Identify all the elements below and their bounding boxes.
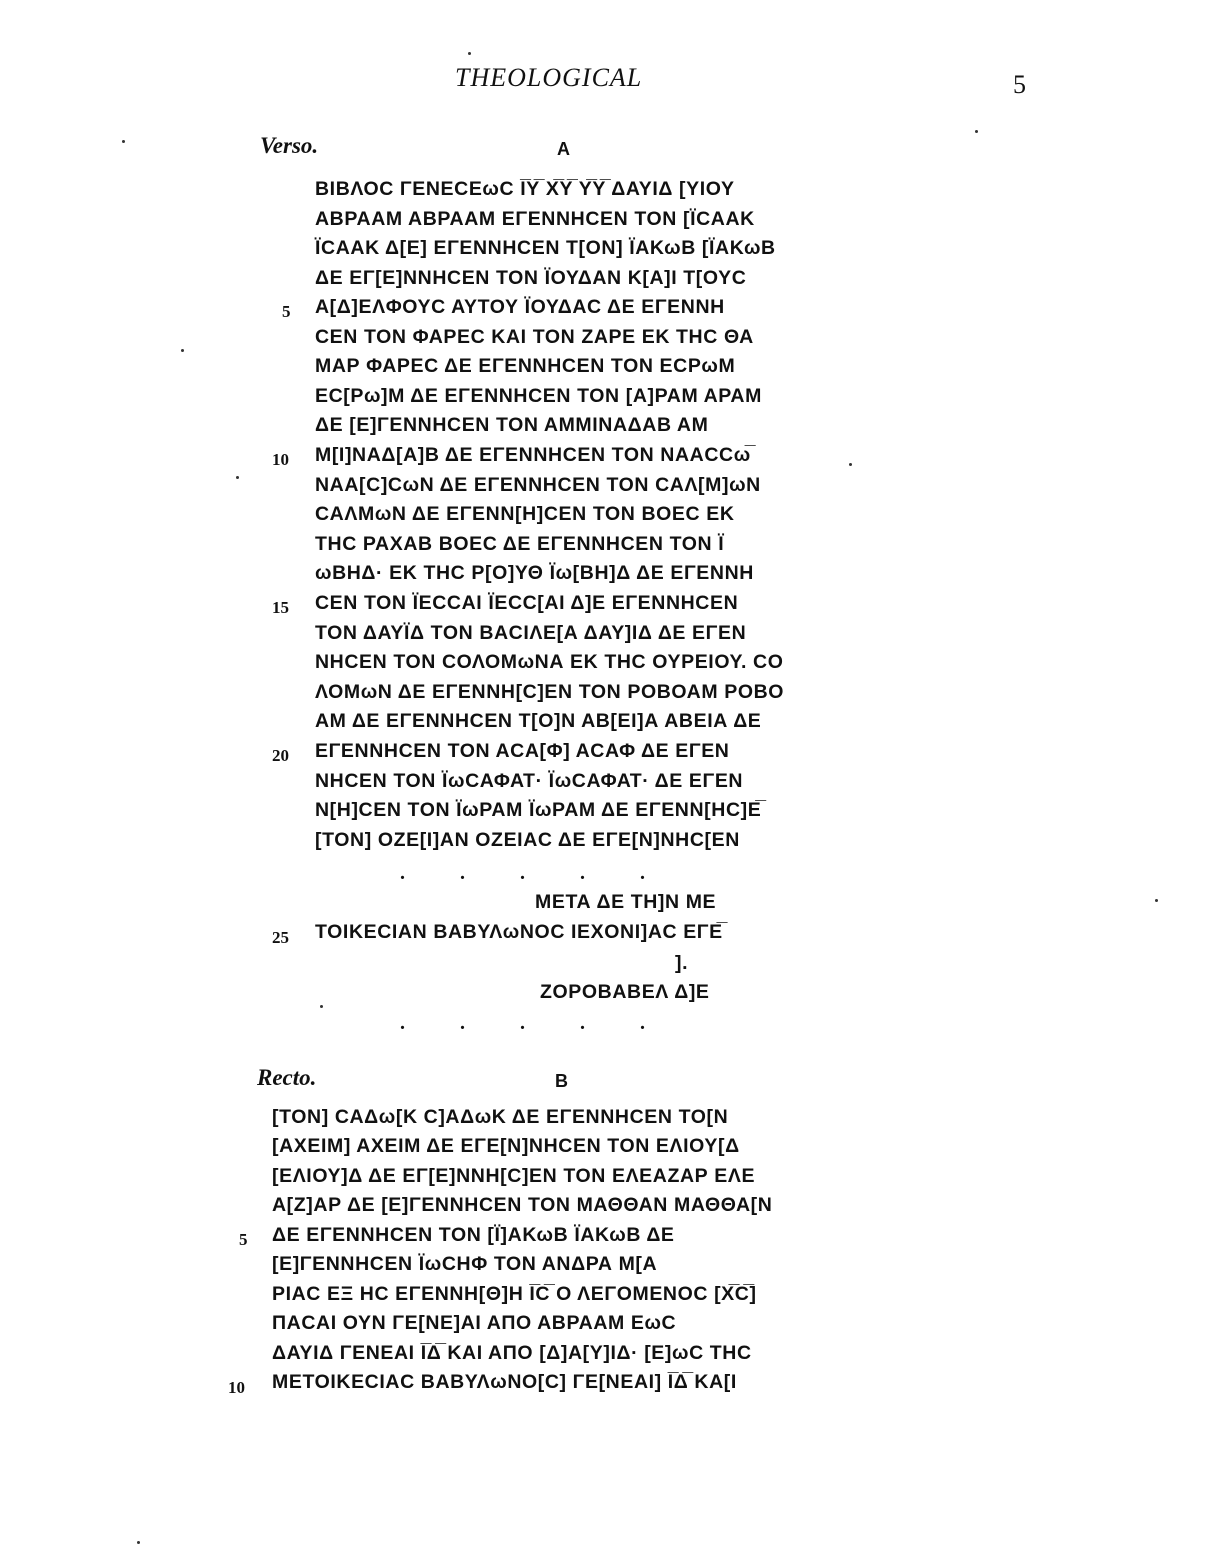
scan-speck	[320, 1005, 323, 1008]
recto-line-number-10: 10	[228, 1378, 245, 1397]
scan-speck	[236, 476, 239, 479]
verso-label: Verso.	[260, 133, 319, 158]
scan-speck	[849, 463, 852, 466]
verso-line-9: ΔΕ [Ε]ΓΕΝΝΗϹΕΝ ΤΟΝ ΑΜΜΙΝΑΔΑΒ ΑΜ	[315, 414, 709, 436]
recto-line-2: [ΑΧΕΙΜ] ΑΧΕΙΜ ΔΕ ΕΓΕ[Ν]ΝΗϹΕΝ ΤΟΝ ΕΛΙΟΥ[Δ	[272, 1135, 740, 1157]
lacuna-dots-bottom: . . . . .	[400, 1012, 645, 1034]
recto-line-10: ΜΕΤΟΙΚΕϹΙΑϹ ΒΑΒΥΛωΝΟ[Ϲ] ΓΕ[ΝΕΑΙ] Ι̅Δ̅ ΚΑ[Ι	[272, 1371, 737, 1393]
scan-speck	[468, 52, 471, 55]
verso-line-23: [ΤΟΝ] ΟΖΕ[Ι]ΑΝ ΟΖΕΙΑϹ ΔΕ ΕΓΕ[Ν]ΝΗϹ[ΕΝ	[315, 829, 740, 851]
verso-line-4: ΔΕ ΕΓ[Ε]ΝΝΗϹΕΝ ΤΟΝ ΪΟΥΔΑΝ Κ[Α]Ι Τ[ΟΥϹ	[315, 267, 747, 289]
verso-line-3: ΪϹΑΑΚ Δ[Ε] ΕΓΕΝΝΗϹΕΝ Τ[ΟΝ] ΪΑΚωΒ [ΪΑΚωΒ	[315, 237, 776, 259]
line-number-15: 15	[272, 598, 289, 617]
scan-speck	[137, 1541, 140, 1544]
verso-line-14: ωΒΗΔ· ΕΚ ΤΗϹ Ρ[Ο]ΥΘ Ϊω[ΒΗ]Δ ΔΕ ΕΓΕΝΝΗ	[315, 562, 754, 584]
verso-line-19: ΑΜ ΔΕ ΕΓΕΝΝΗϹΕΝ Τ[Ο]Ν ΑΒ[ΕΙ]Α ΑΒΕΙΑ ΔΕ	[315, 710, 762, 732]
scan-speck	[122, 140, 125, 143]
verso-line-15: ϹΕΝ ΤΟΝ ΪΕϹϹΑΙ ΪΕϹϹ[ΑΙ Δ]Ε ΕΓΕΝΝΗϹΕΝ	[315, 592, 739, 614]
verso-line-18: ΛΟΜωΝ ΔΕ ΕΓΕΝΝΗ[Ϲ]ΕΝ ΤΟΝ ΡΟΒΟΑΜ ΡΟΒΟ	[315, 681, 785, 703]
verso-fragment-1: ΜΕΤΑ ΔΕ ΤΗ]Ν ΜΕ	[535, 891, 717, 913]
recto-line-1: [ΤΟΝ] ϹΑΔω[Κ Ϲ]ΑΔωΚ ΔΕ ΕΓΕΝΝΗϹΕΝ ΤΟ[Ν	[272, 1106, 729, 1128]
column-letter-b: B	[555, 1071, 568, 1091]
verso-fragment-2: ΤΟΙΚΕϹΙΑΝ ΒΑΒΥΛωΝΟϹ ΙΕΧΟΝΙ]ΑϹ ΕΓΕ̅	[315, 921, 723, 943]
recto-line-6: [Ε]ΓΕΝΝΗϹΕΝ ΪωϹΗΦ ΤΟΝ ΑΝΔΡΑ Μ[Α	[272, 1253, 658, 1275]
verso-line-16: ΤΟΝ ΔΑΥΪΔ ΤΟΝ ΒΑϹΙΛΕ[Α ΔΑΥ]ΙΔ ΔΕ ΕΓΕΝ	[315, 622, 747, 644]
recto-line-8: ΠΑϹΑΙ ΟΥΝ ΓΕ[ΝΕ]ΑΙ ΑΠΟ ΑΒΡΑΑΜ ΕωϹ	[272, 1312, 677, 1334]
recto-label: Recto.	[257, 1065, 317, 1090]
verso-line-6: ϹΕΝ ΤΟΝ ΦΑΡΕϹ ΚΑΙ ΤΟΝ ΖΑΡΕ ΕΚ ΤΗϹ ΘΑ	[315, 326, 754, 348]
page-number: 5	[1013, 70, 1026, 99]
scan-speck	[975, 130, 978, 133]
verso-line-11: ΝΑΑ[Ϲ]ϹωΝ ΔΕ ΕΓΕΝΝΗϹΕΝ ΤΟΝ ϹΑΛ[Μ]ωΝ	[315, 474, 761, 496]
lacuna-dots-top: . . . . .	[400, 862, 645, 884]
verso-line-8: ΕϹ[Ρω]Μ ΔΕ ΕΓΕΝΝΗϹΕΝ ΤΟΝ [Α]ΡΑΜ ΑΡΑΜ	[315, 385, 762, 407]
verso-line-7: ΜΑΡ ΦΑΡΕϹ ΔΕ ΕΓΕΝΝΗϹΕΝ ΤΟΝ ΕϹΡωΜ	[315, 355, 736, 377]
verso-line-5: Α[Δ]ΕΛΦΟΥϹ ΑΥΤΟΥ ΪΟΥΔΑϹ ΔΕ ΕΓΕΝΝΗ	[315, 296, 725, 318]
recto-line-4: Α[Ζ]ΑΡ ΔΕ [Ε]ΓΕΝΝΗϹΕΝ ΤΟΝ ΜΑΘΘΑΝ ΜΑΘΘΑ[Ν	[272, 1194, 773, 1216]
scan-speck	[181, 349, 184, 352]
verso-line-10: Μ[Ι]ΝΑΔ[Α]Β ΔΕ ΕΓΕΝΝΗϹΕΝ ΤΟΝ ΝΑΑϹϹω̅	[315, 444, 751, 466]
verso-line-21: ΝΗϹΕΝ ΤΟΝ ΪωϹΑΦΑΤ· ΪωϹΑΦΑΤ· ΔΕ ΕΓΕΝ	[315, 770, 744, 792]
recto-line-number-5: 5	[239, 1230, 248, 1249]
recto-line-5: ΔΕ ΕΓΕΝΝΗϹΕΝ ΤΟΝ [Ϊ]ΑΚωΒ ΪΑΚωΒ ΔΕ	[272, 1224, 675, 1246]
verso-line-13: ΤΗϹ ΡΑΧΑΒ ΒΟΕϹ ΔΕ ΕΓΕΝΝΗϹΕΝ ΤΟΝ Ϊ	[315, 533, 725, 555]
line-number-25: 25	[272, 928, 289, 947]
verso-fragment-3: ].	[675, 952, 689, 974]
scan-speck	[1155, 899, 1158, 902]
recto-line-7: ΡΙΑϹ ΕΞ ΗϹ ΕΓΕΝΝΗ[Θ]Η Ι̅Ϲ̅ Ο ΛΕΓΟΜΕΝΟϹ [Χ̅Ϲ̅]	[272, 1283, 757, 1305]
verso-line-20: ΕΓΕΝΝΗϹΕΝ ΤΟΝ ΑϹΑ[Φ] ΑϹΑΦ ΔΕ ΕΓΕΝ	[315, 740, 730, 762]
line-number-20: 20	[272, 746, 289, 765]
recto-line-3: [ΕΛΙΟΥ]Δ ΔΕ ΕΓ[Ε]ΝΝΗ[Ϲ]ΕΝ ΤΟΝ ΕΛΕΑΖΑΡ ΕΛΕ	[272, 1165, 756, 1187]
recto-line-9: ΔΑΥΙΔ ΓΕΝΕΑΙ Ι̅Δ̅ ΚΑΙ ΑΠΟ [Δ]Α[Υ]ΙΔ· [Ε]ωϹ ΤΗϹ	[272, 1342, 752, 1364]
verso-line-2: ΑΒΡΑΑΜ ΑΒΡΑΑΜ ΕΓΕΝΝΗϹΕΝ ΤΟΝ [ΪϹΑΑΚ	[315, 208, 755, 230]
verso-line-22: Ν[Η]ϹΕΝ ΤΟΝ ΪωΡΑΜ ΪωΡΑΜ ΔΕ ΕΓΕΝΝ[ΗϹ]Ε̅	[315, 799, 762, 821]
verso-line-17: ΝΗϹΕΝ ΤΟΝ ϹΟΛΟΜωΝΑ ΕΚ ΤΗϹ ΟΥΡΕΙΟΥ. ϹΟ	[315, 651, 784, 673]
verso-line-12: ϹΑΛΜωΝ ΔΕ ΕΓΕΝΝ[Η]ϹΕΝ ΤΟΝ ΒΟΕϹ ΕΚ	[315, 503, 735, 525]
running-title: THEOLOGICAL	[455, 63, 643, 92]
verso-line-1: ΒΙΒΛΟϹ ΓΕΝΕϹΕωϹ Ι̅Υ̅ Χ̅Υ̅ Υ̅Υ̅ ΔΑΥΙΔ [ΥΙΟΥ	[315, 178, 735, 200]
verso-fragment-4: ΖΟΡΟΒΑΒΕΛ Δ]Ε	[540, 981, 710, 1003]
column-letter-a: A	[557, 139, 570, 159]
line-number-5: 5	[282, 302, 291, 321]
line-number-10: 10	[272, 450, 289, 469]
